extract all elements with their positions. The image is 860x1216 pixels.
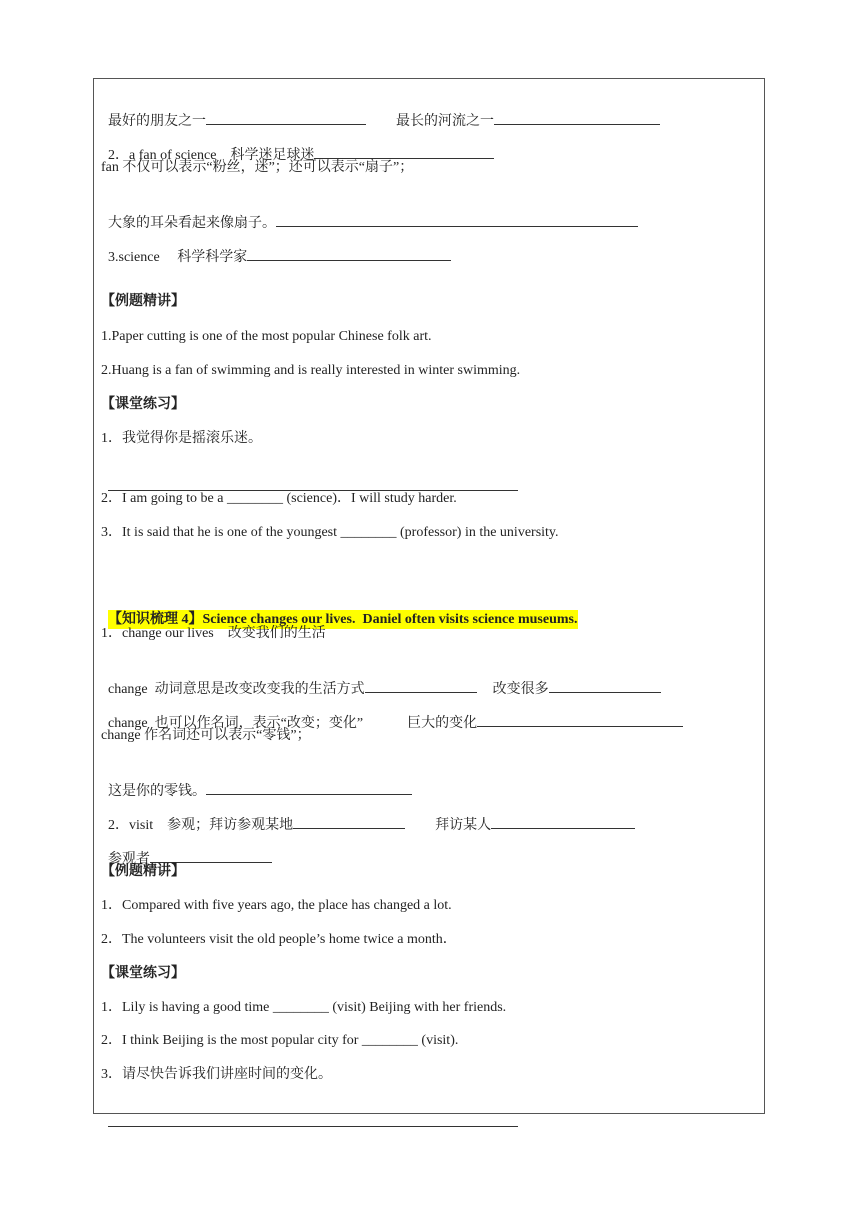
answer-blank[interactable] <box>549 678 661 693</box>
answer-blank[interactable] <box>150 848 272 863</box>
example-sentence: 2.Huang is a fan of swimming and is really interested in winter swimming. <box>101 363 521 378</box>
section-heading-practice: 【课堂练习】 <box>101 397 185 412</box>
answer-blank[interactable] <box>276 212 638 227</box>
item-fan-of-science-text: 2．a fan of science 科学迷足球迷 <box>108 148 315 163</box>
item-visit-someone: 拜访某人 <box>435 818 492 833</box>
item-change-our-lives: 1．change our lives 改变我们的生活 <box>101 626 326 641</box>
example-sentence: 1．Compared with five years ago, the place has changed a lot. <box>101 898 452 913</box>
item-visit-text: 2．visit 参观；拜访参观某地 <box>108 818 294 833</box>
section-heading-examples: 【例题精讲】 <box>101 864 185 879</box>
example-sentence: 1.Paper cutting is one of the most popular Chinese folk art. <box>101 329 432 344</box>
answer-blank[interactable] <box>491 814 635 829</box>
practice-item: 3．It is said that he is one of the youngest ________ (professor) in the university. <box>101 525 559 540</box>
item-change-a-lot: 改变很多 <box>492 682 549 697</box>
answer-blank[interactable] <box>477 712 683 727</box>
practice-answer-line <box>101 1092 518 1134</box>
item-elephant-ears-text: 大象的耳朵看起来像扇子。 <box>108 216 276 231</box>
answer-blank[interactable] <box>247 246 451 261</box>
item-change-noun-text: change 也可以作名词，表示“改变；变化” <box>108 716 364 731</box>
item-science-scientist-text: 3.science 科学科学家 <box>108 250 248 265</box>
example-sentence: 2．The volunteers visit the old people’s home twice a month． <box>101 932 457 947</box>
item-visitor-text: 参观者 <box>108 852 150 867</box>
answer-blank[interactable] <box>314 144 494 159</box>
note-fan-meaning: fan 不仅可以表示“粉丝，迷”；还可以表示“扇子”； <box>101 160 414 175</box>
section-heading-examples: 【例题精讲】 <box>101 294 185 309</box>
answer-blank[interactable] <box>365 678 477 693</box>
practice-item: 1．Lily is having a good time ________ (visit) Beijing with her friends. <box>101 1000 507 1015</box>
knowledge-point-4-text: 【知识梳理 4】Science changes our lives. Daniel often visits science museums. <box>108 612 578 627</box>
answer-blank[interactable] <box>293 814 405 829</box>
answer-blank[interactable] <box>206 780 412 795</box>
practice-item: 3．请尽快告诉我们讲座时间的变化。 <box>101 1067 332 1082</box>
phrase-best-friends: 最好的朋友之一 <box>108 114 206 129</box>
item-huge-change: 巨大的变化 <box>407 716 478 731</box>
practice-item: 1．我觉得你是摇滚乐迷。 <box>101 431 262 446</box>
practice-item: 2．I think Beijing is the most popular city for ________ (visit). <box>101 1033 459 1048</box>
section-heading-practice: 【课堂练习】 <box>101 966 185 981</box>
phrase-longest-rivers: 最长的河流之一 <box>396 114 494 129</box>
item-change-verb-text: change 动词意思是改变改变我的生活方式 <box>108 682 365 697</box>
item-science-scientist <box>101 226 451 268</box>
item-your-change-text: 这是你的零钱。 <box>108 784 206 799</box>
answer-blank[interactable] <box>206 110 366 125</box>
practice-item: 2．I am going to be a ________ (science)．I will study harder. <box>101 491 457 506</box>
note-change-money: change 作名词还可以表示“零钱”； <box>101 728 311 743</box>
answer-blank[interactable] <box>494 110 660 125</box>
answer-blank[interactable] <box>108 1112 518 1127</box>
